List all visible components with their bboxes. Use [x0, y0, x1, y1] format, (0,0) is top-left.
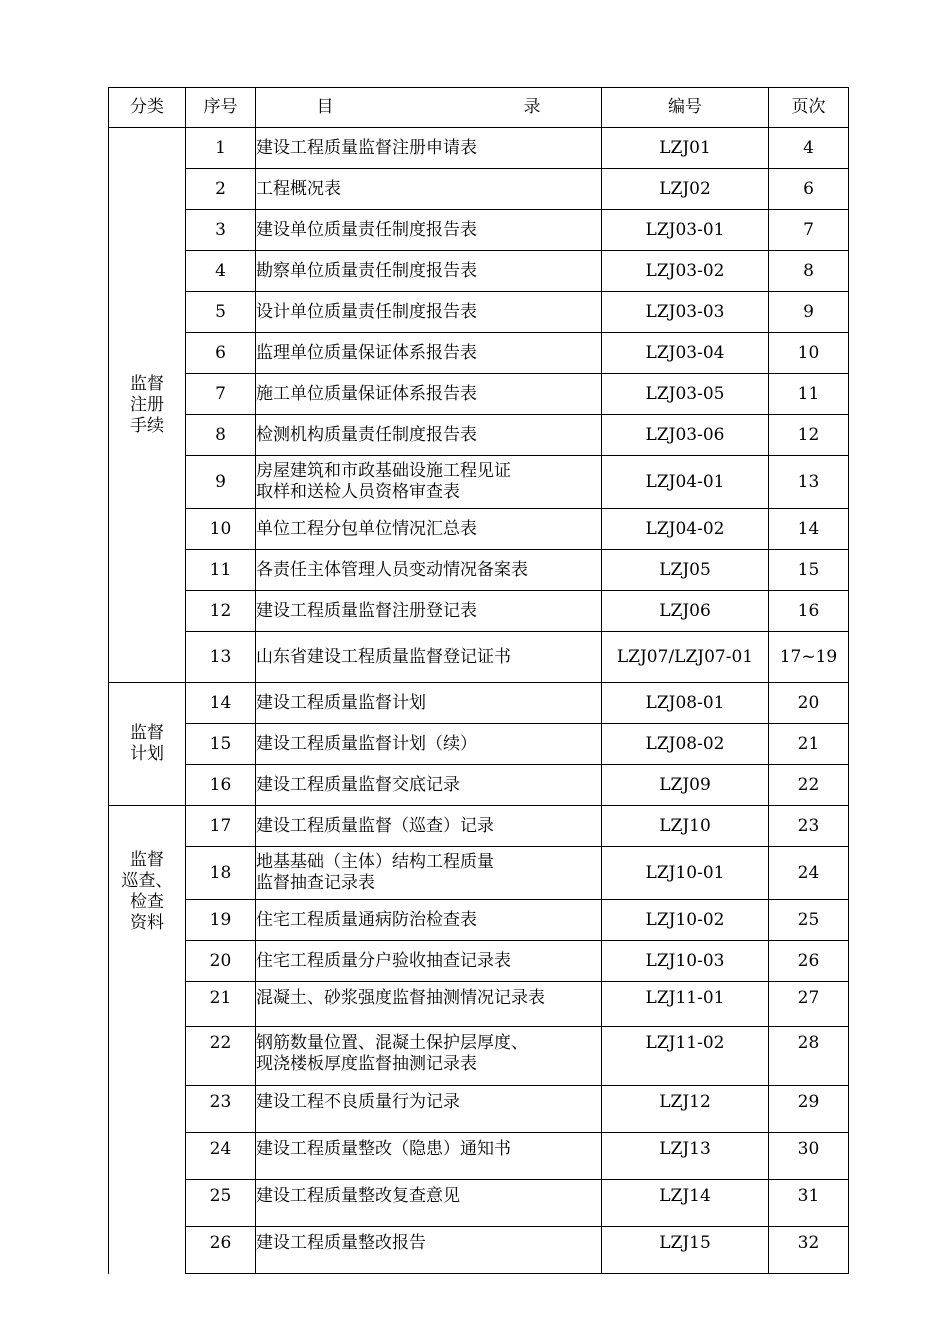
row-name-line: 监督抽查记录表	[256, 873, 375, 893]
row-code: LZJ10-02	[602, 900, 769, 941]
row-page: 28	[769, 1027, 849, 1086]
row-seq: 19	[186, 900, 256, 941]
row-code: LZJ08-02	[602, 724, 769, 765]
table-row	[109, 847, 849, 900]
category-line: 监督	[130, 850, 164, 870]
table-row	[109, 509, 849, 550]
row-page: 9	[769, 292, 849, 333]
table-row	[109, 251, 849, 292]
table-row	[109, 1133, 849, 1180]
row-name	[256, 1027, 602, 1086]
header-title	[256, 88, 602, 128]
row-seq: 23	[186, 1086, 256, 1133]
row-code: LZJ03-01	[602, 210, 769, 251]
category-line: 检查	[130, 892, 164, 912]
row-name-line: 钢筋数量位置、混凝土保护层厚度、	[256, 1033, 528, 1053]
row-code: LZJ03-06	[602, 415, 769, 456]
table-row	[109, 806, 849, 847]
row-name: 建设工程质量整改复查意见	[256, 1180, 602, 1227]
category-line: 资料	[130, 913, 164, 933]
row-name-line: 房屋建筑和市政基础设施工程见证	[256, 461, 511, 481]
row-code: LZJ04-01	[602, 456, 769, 509]
table-row	[109, 374, 849, 415]
row-name: 工程概况表	[256, 169, 602, 210]
row-name: 山东省建设工程质量监督登记证书	[256, 632, 602, 683]
row-seq: 11	[186, 550, 256, 591]
row-page: 27	[769, 982, 849, 1027]
row-page: 10	[769, 333, 849, 374]
row-page: 12	[769, 415, 849, 456]
row-page: 31	[769, 1180, 849, 1227]
row-name: 混凝土、砂浆强度监督抽测情况记录表	[256, 982, 602, 1027]
row-code: LZJ02	[602, 169, 769, 210]
row-name-line: 取样和送检人员资格审查表	[256, 482, 460, 502]
row-page: 30	[769, 1133, 849, 1180]
row-seq: 3	[186, 210, 256, 251]
table-row	[109, 900, 849, 941]
row-code: LZJ10-03	[602, 941, 769, 982]
category-line: 手续	[130, 415, 164, 436]
row-page: 8	[769, 251, 849, 292]
table-row	[109, 169, 849, 210]
header-title-a: 目	[316, 97, 334, 117]
header-title-b: 录	[523, 97, 541, 117]
row-page: 14	[769, 509, 849, 550]
row-code: LZJ11-02	[602, 1027, 769, 1086]
row-seq: 13	[186, 632, 256, 683]
row-code: LZJ04-02	[602, 509, 769, 550]
table-row	[109, 292, 849, 333]
row-code: LZJ03-03	[602, 292, 769, 333]
header-code: 编号	[602, 88, 769, 128]
row-code: LZJ03-02	[602, 251, 769, 292]
row-name: 各责任主体管理人员变动情况备案表	[256, 550, 602, 591]
table-row	[109, 1086, 849, 1133]
row-seq: 9	[186, 456, 256, 509]
row-page: 15	[769, 550, 849, 591]
table-row	[109, 765, 849, 806]
row-seq: 1	[186, 128, 256, 169]
row-name: 监理单位质量保证体系报告表	[256, 333, 602, 374]
category-line: 计划	[130, 744, 164, 764]
row-page: 13	[769, 456, 849, 509]
table-row	[109, 210, 849, 251]
table-row	[109, 982, 849, 1027]
row-page: 4	[769, 128, 849, 169]
row-name: 建设工程质量监督注册申请表	[256, 128, 602, 169]
row-seq: 20	[186, 941, 256, 982]
table-row	[109, 941, 849, 982]
table-row	[109, 1227, 849, 1274]
row-name: 建设工程质量监督计划	[256, 683, 602, 724]
row-page: 22	[769, 765, 849, 806]
row-name: 建设工程质量监督注册登记表	[256, 591, 602, 632]
category-inspection	[109, 806, 186, 1274]
table-row	[109, 128, 849, 169]
table-row	[109, 456, 849, 509]
row-page: 24	[769, 847, 849, 900]
table-row	[109, 1027, 849, 1086]
row-page: 7	[769, 210, 849, 251]
row-name: 住宅工程质量通病防治检查表	[256, 900, 602, 941]
row-seq: 16	[186, 765, 256, 806]
row-code: LZJ07/LZJ07-01	[602, 632, 769, 683]
table-row	[109, 591, 849, 632]
row-name: 施工单位质量保证体系报告表	[256, 374, 602, 415]
row-code: LZJ03-05	[602, 374, 769, 415]
row-seq: 26	[186, 1227, 256, 1274]
row-page: 11	[769, 374, 849, 415]
row-page: 29	[769, 1086, 849, 1133]
row-page: 23	[769, 806, 849, 847]
row-code: LZJ05	[602, 550, 769, 591]
row-seq: 12	[186, 591, 256, 632]
table-row	[109, 1180, 849, 1227]
category-line: 监督	[130, 723, 164, 743]
row-page: 25	[769, 900, 849, 941]
table-row	[109, 632, 849, 683]
row-name-line: 现浇楼板厚度监督抽测记录表	[256, 1054, 477, 1074]
row-page: 16	[769, 591, 849, 632]
table-row	[109, 415, 849, 456]
row-page: 21	[769, 724, 849, 765]
row-seq: 24	[186, 1133, 256, 1180]
table-row	[109, 683, 849, 724]
row-name: 建设工程质量监督交底记录	[256, 765, 602, 806]
row-code: LZJ01	[602, 128, 769, 169]
row-seq: 4	[186, 251, 256, 292]
row-seq: 6	[186, 333, 256, 374]
category-plan	[109, 683, 186, 806]
row-name	[256, 456, 602, 509]
row-name: 设计单位质量责任制度报告表	[256, 292, 602, 333]
category-line: 巡查、	[121, 871, 173, 891]
row-name: 建设工程质量整改（隐患）通知书	[256, 1133, 602, 1180]
table-row	[109, 550, 849, 591]
toc-table	[108, 87, 849, 1274]
row-code: LZJ09	[602, 765, 769, 806]
row-seq: 10	[186, 509, 256, 550]
row-code: LZJ10	[602, 806, 769, 847]
table-row	[109, 724, 849, 765]
row-seq: 18	[186, 847, 256, 900]
header-row	[109, 88, 849, 128]
table-row	[109, 333, 849, 374]
row-code: LZJ06	[602, 591, 769, 632]
row-code: LZJ14	[602, 1180, 769, 1227]
row-seq: 14	[186, 683, 256, 724]
row-name-line: 地基基础（主体）结构工程质量	[256, 852, 494, 872]
row-seq: 17	[186, 806, 256, 847]
row-code: LZJ03-04	[602, 333, 769, 374]
row-name: 勘察单位质量责任制度报告表	[256, 251, 602, 292]
row-page: 32	[769, 1227, 849, 1274]
category-line: 监督	[130, 373, 164, 394]
row-code: LZJ12	[602, 1086, 769, 1133]
header-category: 分类	[109, 88, 186, 128]
row-code: LZJ08-01	[602, 683, 769, 724]
row-code: LZJ11-01	[602, 982, 769, 1027]
row-seq: 22	[186, 1027, 256, 1086]
row-seq: 25	[186, 1180, 256, 1227]
row-seq: 2	[186, 169, 256, 210]
category-line: 注册	[130, 394, 164, 415]
row-page: 17~19	[769, 632, 849, 683]
row-seq: 7	[186, 374, 256, 415]
row-seq: 5	[186, 292, 256, 333]
row-name: 建设单位质量责任制度报告表	[256, 210, 602, 251]
row-page: 6	[769, 169, 849, 210]
header-seq: 序号	[186, 88, 256, 128]
row-seq: 8	[186, 415, 256, 456]
row-page: 20	[769, 683, 849, 724]
row-code: LZJ15	[602, 1227, 769, 1274]
row-code: LZJ10-01	[602, 847, 769, 900]
row-name: 建设工程质量监督计划（续）	[256, 724, 602, 765]
row-page: 26	[769, 941, 849, 982]
row-name	[256, 847, 602, 900]
header-page: 页次	[769, 88, 849, 128]
row-name: 单位工程分包单位情况汇总表	[256, 509, 602, 550]
category-registration	[109, 128, 186, 683]
row-name: 建设工程不良质量行为记录	[256, 1086, 602, 1133]
row-name: 住宅工程质量分户验收抽查记录表	[256, 941, 602, 982]
row-seq: 15	[186, 724, 256, 765]
row-name: 建设工程质量监督（巡查）记录	[256, 806, 602, 847]
row-code: LZJ13	[602, 1133, 769, 1180]
row-seq: 21	[186, 982, 256, 1027]
row-name: 建设工程质量整改报告	[256, 1227, 602, 1274]
row-name: 检测机构质量责任制度报告表	[256, 415, 602, 456]
